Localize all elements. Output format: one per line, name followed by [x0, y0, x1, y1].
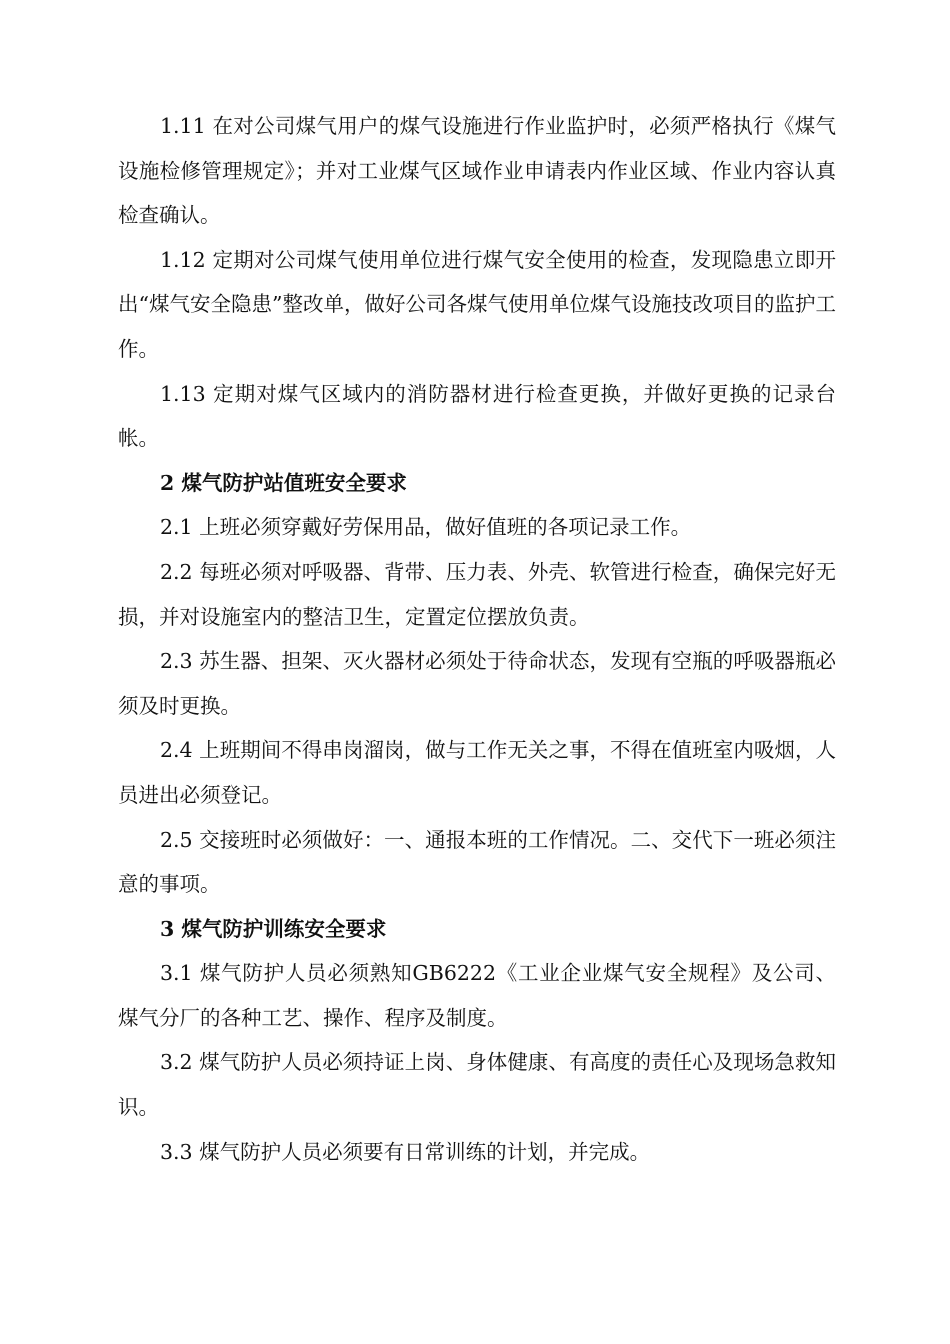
paragraph-3-1: 3.1 煤气防护人员必须熟知GB6222《工业企业煤气安全规程》及公司、煤气分厂的各种工艺、操作、程序及制度。 [118, 961, 836, 1030]
paragraph-2-4: 2.4 上班期间不得串岗溜岗，做与工作无关之事，不得在值班室内吸烟，人员进出必须登记。 [118, 738, 836, 807]
paragraph-2-2: 2.2 每班必须对呼吸器、背带、压力表、外壳、软管进行检查，确保完好无损，并对设施室内的整洁卫生，定置定位摆放负责。 [118, 559, 836, 629]
paragraph-2-1: 2.1 上班必须穿戴好劳保用品，做好值班的各项记录工作。 [160, 515, 692, 540]
paragraph-2-5: 2.5 交接班时必须做好：一、通报本班的工作情况。二、交代下一班必须注意的事项。 [118, 827, 836, 897]
paragraph-3-2: 3.2 煤气防护人员必须持证上岗、身体健康、有高度的责任心及现场急救知识。 [118, 1050, 836, 1120]
paragraph-3-3: 3.3 煤气防护人员必须要有日常训练的计划，并完成。 [160, 1139, 651, 1164]
paragraph-1-12: 1.12 定期对公司煤气使用单位进行煤气安全使用的检查，发现隐患立即开出“煤气安全隐患”整改单，做好公司各煤气使用单位煤气设施技改项目的监护工作。 [118, 247, 836, 361]
document-page [118, 104, 836, 1174]
paragraph-1-11: 1.11 在对公司煤气用户的煤气设施进行作业监护时，必须严格执行《煤气设施检修管理规定》；并对工业煤气区域作业申请表内作业区域、作业内容认真检查确认。 [118, 114, 836, 228]
section-heading-3: 3 煤气防护训练安全要求 [160, 916, 387, 941]
paragraph-1-13: 1.13 定期对煤气区域内的消防器材进行检查更换，并做好更换的记录台帐。 [118, 381, 836, 451]
paragraph-2-3: 2.3 苏生器、担架、灭火器材必须处于待命状态，发现有空瓶的呼吸器瓶必须及时更换。 [118, 649, 836, 718]
section-heading-2: 2 煤气防护站值班安全要求 [160, 470, 407, 495]
